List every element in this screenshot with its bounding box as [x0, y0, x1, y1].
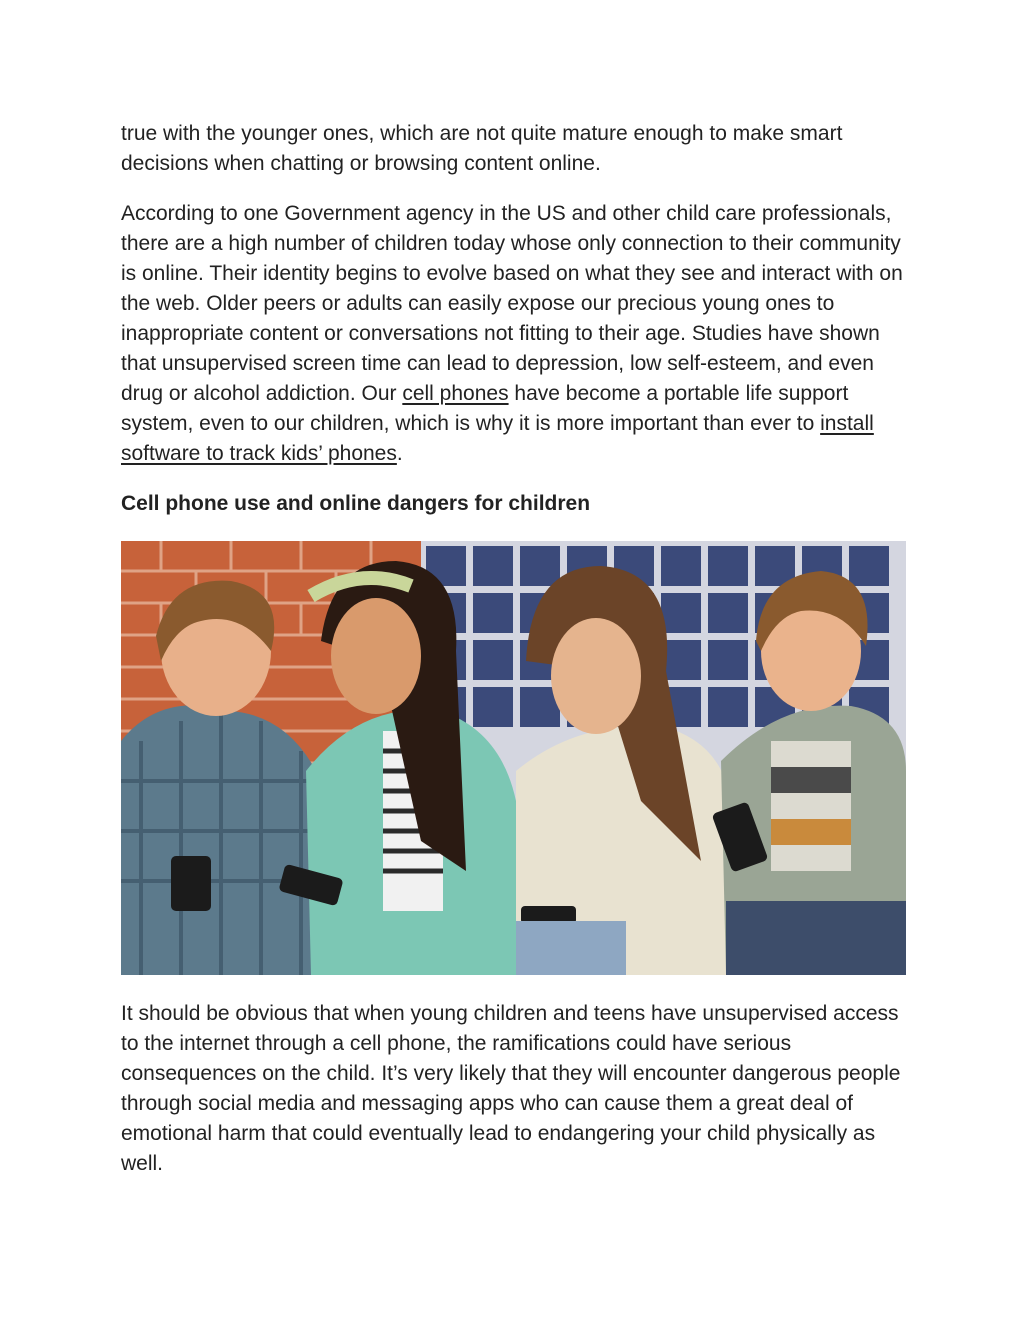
paragraph-intro-continuation: true with the younger ones, which are not quite mature enough to make smart decisions when chatting or browsing content online. [121, 122, 843, 175]
install-software-link[interactable]: install software to track kids’ phones [121, 412, 874, 465]
kids-with-phones-photo [121, 541, 906, 975]
paragraph-text: According to one Government agency in the US and other child care professionals, there are a high number of children today whose only connection to their community is online. Their identity begins to evolve based on what they see and interact with on the web. Older peers or adults can easily expose our precious young ones to inappropriate content or conversations not fitting to their age. Studies have shown that unsupervised screen time can lead to depression, low self-esteem, and even drug or alcohol addiction. Our [121, 202, 903, 405]
paragraph-text: . [396, 442, 403, 465]
document-page [121, 119, 911, 1179]
section-heading: Cell phone use and online dangers for children [121, 492, 591, 515]
cell-phones-link[interactable]: cell phones [402, 382, 509, 405]
paragraph-text: have become a portable life support system, even to our children, which is why it is more important than ever to [121, 382, 849, 435]
paragraph-government-agency [121, 199, 911, 469]
paragraph-dangers: It should be obvious that when young children and teens have unsupervised access to the internet through a cell phone, the ramifications could have serious consequences on the child. It’s very likely that they will encounter dangerous people through social media and messaging apps who can cause them a great deal of emotional harm that could eventually lead to endangering your child physically as well. [121, 1002, 901, 1175]
